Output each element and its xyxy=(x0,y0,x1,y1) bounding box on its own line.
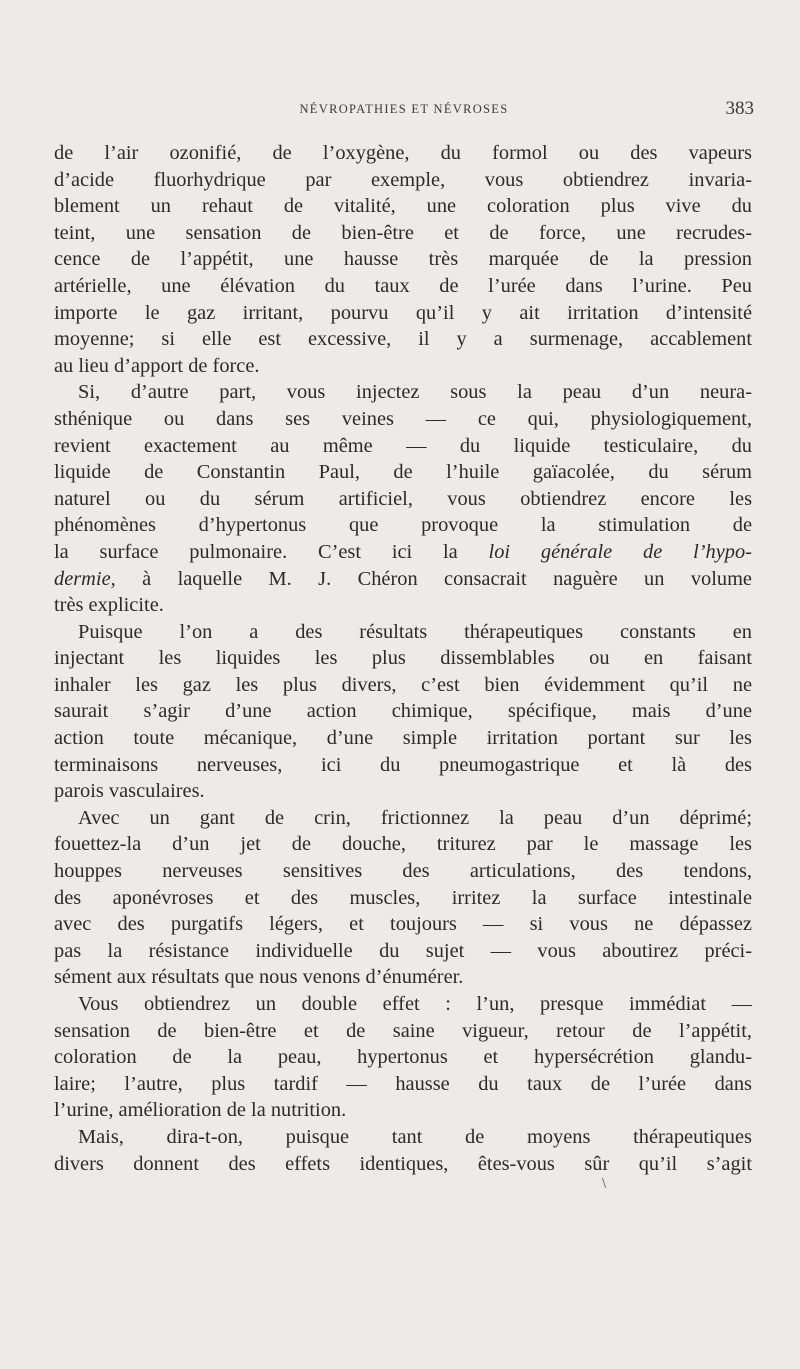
stray-ink-mark: \ xyxy=(602,1176,607,1190)
text-line: terminaisons nerveuses, ici du pneumogastrique et là des xyxy=(54,753,752,776)
text-line: action toute mécanique, d’une simple irritation portant sur les xyxy=(54,727,752,750)
text-line: Si, d’autre part, vous injectez sous la peau d’un neura- xyxy=(78,381,752,404)
text-line: naturel ou du sérum artificiel, vous obtiendrez encore les xyxy=(54,487,752,510)
text-line-with-italic xyxy=(54,566,752,593)
text-line: artérielle, une élévation du taux de l’urée dans l’urine. Peu xyxy=(54,274,752,297)
page-number: 383 xyxy=(725,98,754,119)
text-line: coloration de la peau, hypertonus et hypersécrétion glandu- xyxy=(54,1046,752,1069)
text-line: divers donnent des effets identiques, êtes-vous sûr qu’il s’agit xyxy=(54,1152,752,1175)
text-line: inhaler les gaz les plus divers, c’est bien évidemment qu’il ne xyxy=(54,673,752,696)
text-line-lead: la surface pulmonaire. C’est ici la xyxy=(54,540,458,563)
text-line-with-italic xyxy=(54,539,752,566)
italic-term-end: dermie, xyxy=(54,567,116,590)
text-line: d’acide fluorhydrique par exemple, vous obtiendrez invaria- xyxy=(54,168,752,191)
text-line: revient exactement au même — du liquide testiculaire, du xyxy=(54,434,752,457)
text-line: cence de l’appétit, une hausse très marquée de la pression xyxy=(54,248,752,271)
running-title: NÉVROPATHIES ET NÉVROSES xyxy=(299,102,509,116)
text-line: sthénique ou dans ses veines — ce qui, physiologiquement, xyxy=(54,407,752,430)
text-line: parois vasculaires. xyxy=(54,780,205,803)
text-line: très explicite. xyxy=(54,594,164,617)
text-line: phénomènes d’hypertonus que provoque la stimulation de xyxy=(54,514,752,537)
text-line: des aponévroses et des muscles, irritez la surface intestinale xyxy=(54,886,752,909)
running-head xyxy=(54,98,754,122)
text-line: Puisque l’on a des résultats thérapeutiques constants en xyxy=(78,620,752,643)
text-line: fouettez-la d’un jet de douche, triturez par le massage les xyxy=(54,833,752,856)
text-line: houppes nerveuses sensitives des articulations, des tendons, xyxy=(54,860,752,883)
text-line: blement un rehaut de vitalité, une coloration plus vive du xyxy=(54,195,752,218)
text-line: sément aux résultats que nous venons d’énumérer. xyxy=(54,966,464,989)
text-line: Mais, dira-t-on, puisque tant de moyens thérapeutiques xyxy=(78,1125,752,1148)
text-line: au lieu d’apport de force. xyxy=(54,354,260,377)
text-line: moyenne; si elle est excessive, il y a surmenage, accablement xyxy=(54,328,752,351)
text-line: laire; l’autre, plus tardif — hausse du taux de l’urée dans xyxy=(54,1072,752,1095)
text-line: saurait s’agir d’une action chimique, spécifique, mais d’une xyxy=(54,700,752,723)
text-line: pas la résistance individuelle du sujet — vous aboutirez préci- xyxy=(54,939,752,962)
body-text xyxy=(54,140,752,1177)
text-line-tail: à laquelle M. J. Chéron consacrait naguère un volume xyxy=(142,567,752,590)
text-line: Avec un gant de crin, frictionnez la peau d’un déprimé; xyxy=(78,806,752,829)
text-line: avec des purgatifs légers, et toujours — si vous ne dépassez xyxy=(54,913,752,936)
text-line: sensation de bien-être et de saine vigueur, retour de l’appétit, xyxy=(54,1019,752,1042)
text-line: teint, une sensation de bien-être et de force, une recrudes- xyxy=(54,221,752,244)
text-line: liquide de Constantin Paul, de l’huile gaïacolée, du sérum xyxy=(54,461,752,484)
text-line: l’urine, amélioration de la nutrition. xyxy=(54,1099,347,1122)
text-line: de l’air ozonifié, de l’oxygène, du formol ou des vapeurs xyxy=(54,142,752,164)
text-line: importe le gaz irritant, pourvu qu’il y ait irritation d’intensité xyxy=(54,301,752,324)
text-line: Vous obtiendrez un double effet : l’un, presque immédiat — xyxy=(78,993,752,1015)
text-line: injectant les liquides les plus dissemblables ou en faisant xyxy=(54,647,752,670)
italic-term: loi générale de l’hypo- xyxy=(488,540,752,563)
